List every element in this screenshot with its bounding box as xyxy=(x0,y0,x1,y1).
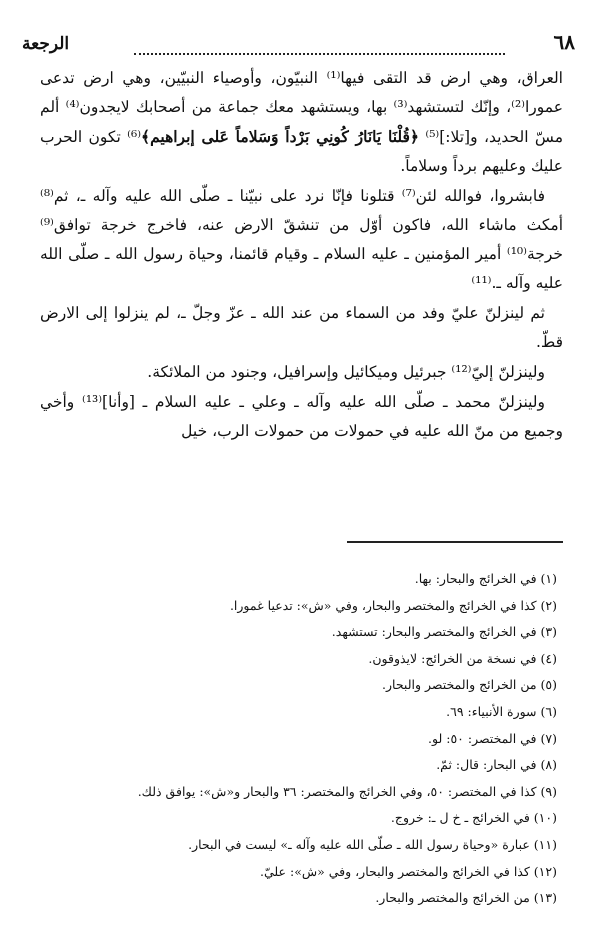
footnote: (٢) كذا في الخرائج والمختصر والبحار، وفي «ش»: تدعيا غمورا. xyxy=(229,597,557,613)
footnote: (٨) في البحار: قال: ثمّ. xyxy=(436,757,557,773)
paragraph-text: ولينزلنّ محمد ـ صلّى الله عليه وآله ـ وعلي ـ عليه السلام ـ [وأنا]⁽¹³⁾ وأخي وجميع من منّ الله عليه في حمولات من حمولات الرب، خيل xyxy=(40,393,563,440)
footnote: (٤) في نسخة من الخرائج: لايذوقون. xyxy=(368,650,557,666)
footnote: (٩) كذا في المختصر: ٥٠، وفي الخرائج والمختصر: ٣٦ والبحار و«ش»: يوافق ذلك. xyxy=(137,783,557,799)
footnote: (١١) عبارة «وحياة رسول الله ـ صلّى الله عليه وآله ـ» ليست في البحار. xyxy=(188,836,557,852)
header-dotted-rule xyxy=(134,53,505,55)
footnote: (٦) سورة الأنبياء: ٦٩. xyxy=(446,703,557,719)
footnotes-list xyxy=(40,566,561,912)
paragraph-text: ولينزلنّ إليّ⁽¹²⁾ جبرئيل وميكائيل وإسرافيل، وجنود من الملائكة. xyxy=(147,363,545,381)
footnote: (١٠) في الخرائج ـ خ ل ـ: خروج. xyxy=(390,810,557,826)
main-text xyxy=(40,64,563,447)
footnote: (٥) من الخرائج والمختصر والبحار. xyxy=(382,677,557,693)
running-header xyxy=(22,30,575,60)
body-paragraph xyxy=(40,64,563,181)
footnote: (٧) في المختصر: ٥٠: لو. xyxy=(428,730,557,746)
body-paragraph xyxy=(40,299,563,357)
paragraph-text: ⁽⁶⁾ تكون الحرب عليك وعليهم برداً وسلاماً. xyxy=(40,128,563,175)
footnote: (١٣) من الخرائج والمختصر والبحار. xyxy=(375,890,557,906)
page-number: ٦٨ xyxy=(553,30,575,54)
paragraph-text: ثم لينزلنّ عليّ وفد من السماء من عند الله ـ عزّ وجلّ ـ، لم ينزلوا إلى الارض قطّ. xyxy=(40,304,563,351)
footnote: (١) في الخرائج والبحار: بها. xyxy=(414,571,557,586)
paragraph-text: فابشروا، فوالله لئن⁽⁷⁾ قتلونا فإنّا نرد على نبيّنا ـ صلّى الله عليه وآله ـ، ثم⁽⁸⁾ أمكث ماشاء الله، فاكون أوّل من تنشقّ الارض عنه، فاخرج خرجة توافق⁽⁹⁾ خرجة⁽¹⁰⁾ أمير المؤمنين ـ عليه السلام ـ وقيام قائمنا، وحياة رسول الله ـ صلّى الله عليه وآله ـ.⁽¹¹⁾ xyxy=(40,187,563,292)
footnote: (٣) في الخرائج والمختصر والبحار: تستشهد. xyxy=(331,624,557,640)
body-paragraph xyxy=(40,388,563,446)
footnote: (١٢) كذا في الخرائج والمختصر والبحار، وفي «ش»: عليّ. xyxy=(260,863,557,879)
chapter-title: الرجعة xyxy=(22,34,70,54)
body-paragraph xyxy=(40,358,563,387)
paragraph-text: العراق، وهي ارض قد التقى فيها⁽¹⁾ النبيّون، وأوصياء النبيّين، وهي ارض تدعى عمورا⁽²⁾، وإنّك لتستشهد⁽³⁾ بها، ويستشهد معك جماعة من أصحابك لايجدون⁽⁴⁾ ألم مسّ الحديد، و[تلا:]⁽⁵⁾ xyxy=(40,69,563,146)
footnote-separator xyxy=(347,541,563,543)
body-paragraph xyxy=(40,182,563,298)
quran-quote: ﴿قُلْنَا يَانَارُ كُونِي بَرْداً وَسَلاماً عَلى إبراهيم﴾ xyxy=(141,127,420,146)
